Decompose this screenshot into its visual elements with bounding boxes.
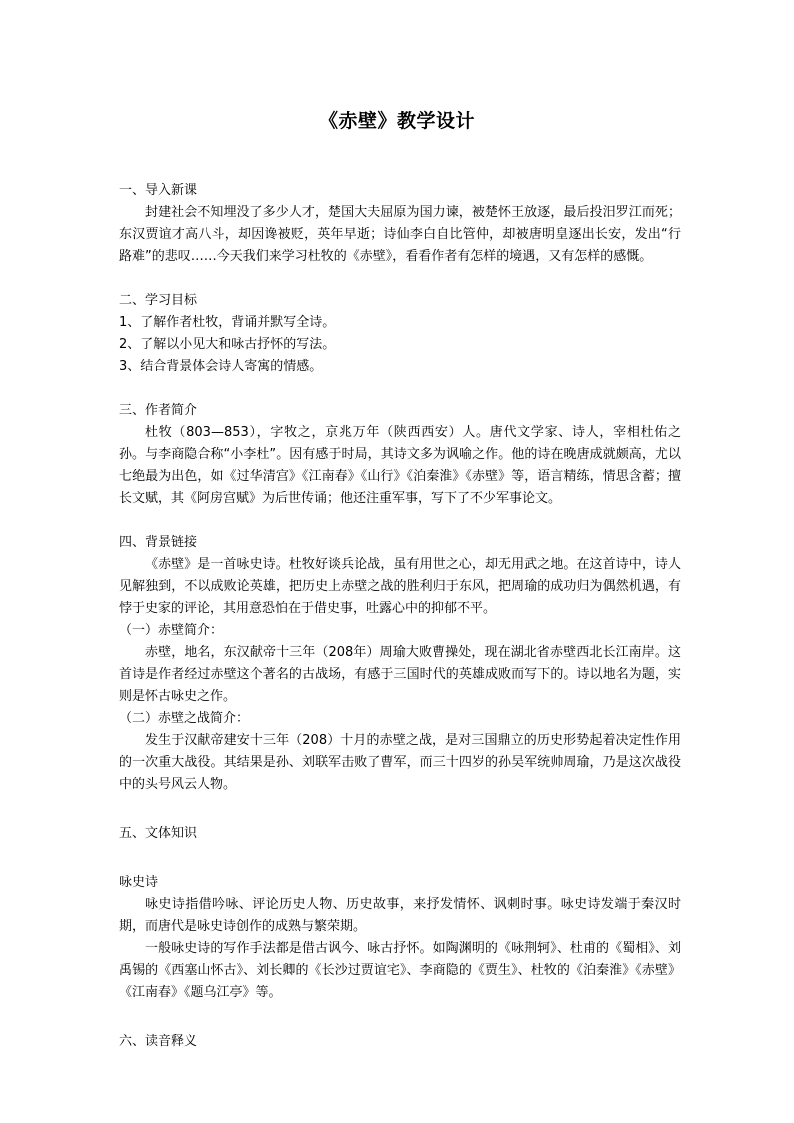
objective-item: 3、结合背景体会诗人寄寓的情感。 — [119, 359, 323, 374]
document-title: 《赤壁》教学设计 — [318, 110, 475, 132]
subheading-battle-intro: （二）赤壁之战简介： — [119, 711, 250, 726]
section-heading-background: 四、背景链接 — [119, 535, 198, 550]
intro-paragraph: 封建社会不知埋没了多少人才，楚国大夫屈原为国力谏，被楚怀王放逐，最后投汨罗江而死；东汉贾谊才高八斗，却因谗被贬，英年早逝；诗仙李白自比管仲，却被唐明皇逐出长安，发出“行路难”的悲叹……今天我们来学习杜牧的《赤壁》，看看作者有怎样的境遇，又有怎样的感慨。 — [119, 205, 681, 264]
section-heading-pronunciation: 六、读音释义 — [119, 1034, 198, 1049]
objective-item: 1、了解作者杜牧，背诵并默写全诗。 — [119, 315, 336, 330]
background-paragraph: 《赤壁》是一首咏史诗。杜牧好谈兵论战，虽有用世之心，却无用武之地。在这首诗中，诗人见解独到，不以成败论英雄，把历史上赤壁之战的胜利归于东风，把周瑜的成功归为偶然机遇，有悖于史家的评论，其用意恐怕在于借史事，吐露心中的抑郁不平。 — [119, 557, 681, 616]
section-heading-genre: 五、文体知识 — [119, 826, 198, 841]
author-paragraph: 杜牧（803—853），字牧之，京兆万年（陕西西安）人。唐代文学家、诗人，宰相杜佑之孙。与李商隐合称“小李杜”。因有感于时局，其诗文多为讽喻之作。他的诗在晚唐成就颇高，尤以七绝最为出色，如《过华清宫》《江南春》《山行》《泊秦淮》《赤壁》等，语言精练，情思含蓄；擅长文赋，其《阿房宫赋》为后世传诵；他还注重军事，写下了不少军事论文。 — [119, 425, 681, 506]
objective-item: 2、了解以小见大和咏古抒怀的写法。 — [119, 337, 336, 352]
document-body — [119, 180, 681, 1053]
section-heading-intro: 一、导入新课 — [119, 183, 198, 198]
genre-paragraph-2: 一般咏史诗的写作手法都是借古讽今、咏古抒怀。如陶渊明的《咏荆轲》、杜甫的《蜀相》、刘禹锡的《西塞山怀古》、刘长卿的《长沙过贾谊宅》、李商隐的《贾生》、杜牧的《泊秦淮》《赤壁》《江南春》《题乌江亭》等。 — [119, 941, 681, 1000]
section-heading-objectives: 二、学习目标 — [119, 293, 198, 308]
battle-intro-paragraph: 发生于汉献帝建安十三年（208）十月的赤壁之战，是对三国鼎立的历史形势起着决定性作用的一次重大战役。其结果是孙、刘联军击败了曹军，而三十四岁的孙吴军统帅周瑜，乃是这次战役中的头号风云人物。 — [119, 733, 681, 792]
section-heading-author: 三、作者简介 — [119, 403, 198, 418]
genre-paragraph-1: 咏史诗指借吟咏、评论历史人物、历史故事，来抒发情怀、讽刺时事。咏史诗发端于秦汉时期，而唐代是咏史诗创作的成熟与繁荣期。 — [119, 897, 681, 934]
subheading-chibi-intro: （一）赤壁简介： — [119, 623, 224, 638]
chibi-intro-paragraph: 赤壁，地名，东汉献帝十三年（208年）周瑜大败曹操处，现在湖北省赤壁西北长江南岸。这首诗是作者经过赤壁这个著名的古战场，有感于三国时代的英雄成败而写下的。诗以地名为题，实则是怀古咏史之作。 — [119, 645, 681, 704]
genre-subheading: 咏史诗 — [119, 875, 159, 890]
